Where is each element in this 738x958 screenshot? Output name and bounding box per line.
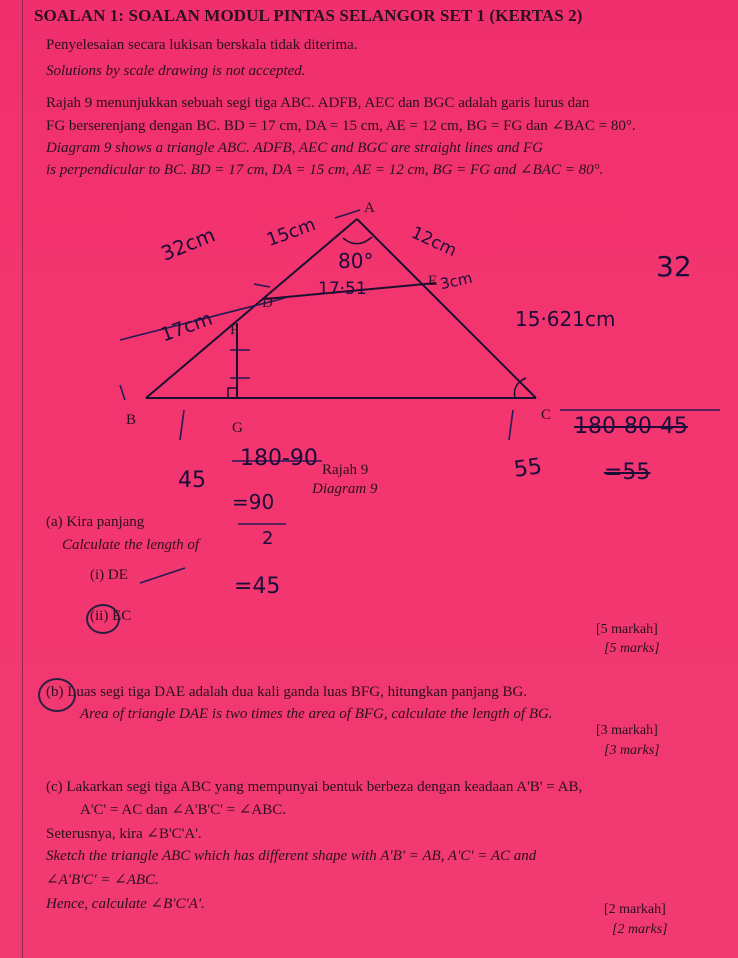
hand-12cm: 12cm [408,222,460,262]
part-a-en: Calculate the length of [62,537,200,553]
hand-80deg: 80° [338,249,374,273]
diagram-caption-en: Diagram 9 [312,481,378,497]
part-c-en-line2: ∠A'B'C' = ∠ABC. [46,872,159,888]
hand-3cm: 3cm [438,268,474,294]
question-title: SOALAN 1: SOALAN MODUL PINTAS SELANGOR SET 1 (KERTAS 2) [34,6,583,25]
hand-15-621cm: 15·621cm [515,307,616,331]
hand-17cm: 17cm [157,307,216,347]
part-c-ms-line2: A'C' = AC dan ∠A'B'C' = ∠ABC. [80,802,287,818]
hand-55-right: =55 [604,460,651,485]
hand-45-left: 45 [178,468,206,493]
part-a-marks: [5 marks] [604,641,660,656]
part-c-en-line1: Sketch the triangle ABC which has different shape with A'B' = AB, A'C' = AC and [46,848,537,864]
part-c-ms-line1: (c) Lakarkan segi tiga ABC yang mempunyai bentuk berbeza dengan keadaan A'B' = AB, [46,779,583,795]
label-e: E [428,273,438,289]
part-a-ii: (ii) EC [90,608,132,624]
part-a-ms: (a) Kira panjang [46,514,145,530]
hand-denominator-2: 2 [262,528,274,549]
part-b-marks: [3 marks] [604,743,660,758]
hand-17-51: 17·51 [318,279,367,299]
hand-eq-45: =45 [234,574,281,599]
label-g: G [232,420,243,436]
hand-180-90: 180-90 [240,446,318,471]
part-c-marks: [2 marks] [612,922,668,937]
label-c: C [541,407,552,423]
instruction-en: Solutions by scale drawing is not accepted. [46,63,306,79]
angle-arc-c [514,378,526,398]
instruction-ms: Penyelesaian secara lukisan berskala tidak diterima. [46,37,358,53]
diagram-caption-ms: Rajah 9 [322,462,369,478]
hand-180-80-45: 180-80-45 [574,414,688,439]
part-c-ms-line3: Seterusnya, kira ∠B'C'A'. [46,826,202,842]
stem-ms-line1: Rajah 9 menunjukkan sebuah segi tiga ABC. ADFB, AEC dan BGC adalah garis lurus dan [46,95,590,111]
part-b-markah: [3 markah] [596,723,658,738]
angle-arc-a [343,237,372,244]
label-f: F [230,322,239,338]
stem-ms-line2: FG berserenjang dengan BC. BD = 17 cm, DA = 15 cm, AE = 12 cm, BG = FG dan ∠BAC = 80°. [46,118,636,134]
part-c-markah: [2 markah] [604,902,666,917]
stem-en-line2: is perpendicular to BC. BD = 17 cm, DA = 15 cm, AE = 12 cm, BG = FG and ∠BAC = 80°. [46,162,604,178]
stem-en-line1: Diagram 9 shows a triangle ABC. ADFB, AEC and BGC are straight lines and FG [46,140,543,156]
hand-55-left: 55 [512,454,544,483]
label-a: A [364,200,375,216]
label-b: B [126,412,137,428]
hand-eq-90: =90 [232,490,275,514]
part-b-ms: (b) Luas segi tiga DAE adalah dua kali ganda luas BFG, hitungkan panjang BG. [46,684,528,700]
hand-32cm: 32cm [157,222,219,266]
part-a-markah: [5 markah] [596,622,658,637]
hand-15cm: 15cm [263,214,319,251]
label-d: D [262,295,273,311]
part-c-en-line3: Hence, calculate ∠B'C'A'. [46,896,205,912]
hand-32: 32 [656,250,692,283]
part-a-i: (i) DE [90,567,128,583]
part-b-en: Area of triangle DAE is two times the area of BFG, calculate the length of BG. [80,706,553,722]
